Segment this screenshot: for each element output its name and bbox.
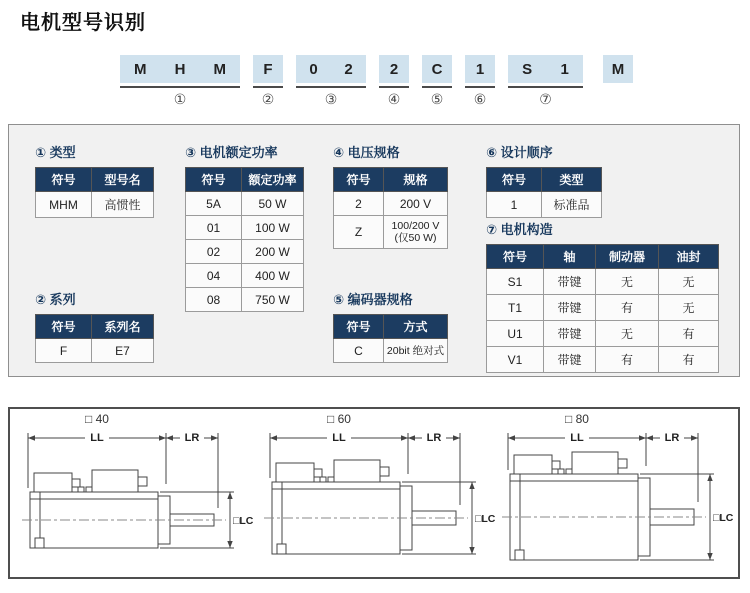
group-number: ④ <box>387 91 401 107</box>
section-title: ④ 电压规格 <box>333 145 400 160</box>
table-row <box>186 192 304 216</box>
table-row <box>334 216 448 249</box>
model-code-row <box>120 55 633 109</box>
col-header: 额定功率 <box>242 168 304 192</box>
section-1-type <box>35 142 154 218</box>
section-5-encoder <box>333 289 448 363</box>
table-row <box>334 192 448 216</box>
table-cell: 50 W <box>242 192 304 216</box>
dimension-label-ll: LL <box>332 432 346 444</box>
table-cell: MHM <box>36 192 92 218</box>
table-cell: 5A <box>186 192 242 216</box>
design-order-table <box>486 167 602 218</box>
group-number: ① <box>173 91 187 107</box>
code-char: 1 <box>560 60 569 78</box>
code-char: M <box>134 60 147 78</box>
code-char: 2 <box>389 60 399 78</box>
col-header: 符号 <box>334 315 384 339</box>
section-3-rated-power <box>185 142 304 312</box>
table-cell: 无 <box>596 321 659 347</box>
section-title: ⑦ 电机构造 <box>486 222 553 237</box>
table-cell: 1 <box>487 192 542 218</box>
section-title: ① 类型 <box>35 145 76 160</box>
table-cell: 带键 <box>544 295 596 321</box>
col-header: 规格 <box>384 168 448 192</box>
code-underline <box>120 86 240 88</box>
col-header: 符号 <box>487 245 544 269</box>
frame-size-label: □ 80 <box>565 412 589 426</box>
section-title: ② 系列 <box>35 292 76 307</box>
table-cell: 有 <box>596 295 659 321</box>
code-underline <box>422 86 452 88</box>
table-row <box>334 339 448 363</box>
code-underline <box>465 86 495 88</box>
motor-60-drawing <box>262 428 498 576</box>
code-cells <box>422 55 452 83</box>
code-char: M <box>611 60 625 78</box>
table-cell: 带键 <box>544 321 596 347</box>
section-title: ③ 电机额定功率 <box>185 145 278 160</box>
col-header: 方式 <box>384 315 448 339</box>
dimension-label-lc: □LC <box>233 515 254 527</box>
table-cell: 20bit 绝对式 <box>384 339 448 363</box>
section-title: ⑤ 编码器规格 <box>333 292 413 307</box>
col-header: 符号 <box>36 168 92 192</box>
code-underline <box>253 86 283 88</box>
table-cell: S1 <box>487 269 544 295</box>
table-header-row <box>186 168 304 192</box>
code-char: 0 <box>309 60 318 78</box>
code-group-2 <box>253 55 283 109</box>
code-cells <box>120 55 240 83</box>
code-char: S <box>522 60 533 78</box>
col-header: 型号名 <box>92 168 154 192</box>
type-table <box>35 167 154 218</box>
dimension-label-lr: LR <box>426 432 442 444</box>
code-cells <box>508 55 583 83</box>
group-number: ③ <box>324 91 338 107</box>
code-group-7 <box>508 55 583 109</box>
table-cell: 2 <box>334 192 384 216</box>
section-title: ⑥ 设计顺序 <box>486 145 553 160</box>
table-row <box>186 288 304 312</box>
table-row <box>36 192 154 218</box>
table-row <box>487 321 719 347</box>
table-cell <box>384 216 448 249</box>
section-4-voltage <box>333 142 448 249</box>
table-cell: 有 <box>659 321 719 347</box>
col-header: 制动器 <box>596 245 659 269</box>
table-cell: 01 <box>186 216 242 240</box>
table-cell: 有 <box>596 347 659 373</box>
page-title: 电机型号识别 <box>20 12 146 34</box>
frame-size-label: □ 60 <box>327 412 351 426</box>
voltage-table <box>333 167 448 249</box>
code-cells <box>253 55 283 83</box>
series-table <box>35 314 154 363</box>
table-cell: 04 <box>186 264 242 288</box>
code-group-6 <box>465 55 495 109</box>
dimension-label-ll: LL <box>90 432 104 444</box>
table-cell: 100 W <box>242 216 304 240</box>
group-number <box>603 91 633 109</box>
table-row <box>487 192 602 218</box>
rated-power-table <box>185 167 304 312</box>
table-cell: T1 <box>487 295 544 321</box>
dimension-label-lr: LR <box>184 432 200 444</box>
code-cells <box>379 55 409 83</box>
cell-line-2: (仅50 W) <box>394 232 437 244</box>
section-6-design-order <box>486 142 602 218</box>
group-number: ⑤ <box>430 91 444 107</box>
table-header-row <box>334 168 448 192</box>
table-cell: 无 <box>596 269 659 295</box>
table-row <box>36 339 154 363</box>
table-cell: 标准品 <box>542 192 602 218</box>
col-header: 符号 <box>487 168 542 192</box>
table-cell: V1 <box>487 347 544 373</box>
table-cell: 无 <box>659 269 719 295</box>
col-header: 符号 <box>186 168 242 192</box>
code-group-4 <box>379 55 409 109</box>
dimension-label-lc: □LC <box>475 513 496 525</box>
table-cell: 750 W <box>242 288 304 312</box>
code-cells <box>465 55 495 83</box>
code-group-1 <box>120 55 240 109</box>
table-header-row <box>487 245 719 269</box>
table-cell: U1 <box>487 321 544 347</box>
code-underline <box>379 86 409 88</box>
table-cell: F <box>36 339 92 363</box>
table-cell: C <box>334 339 384 363</box>
code-char: 2 <box>344 60 353 78</box>
table-row <box>186 216 304 240</box>
table-cell: 08 <box>186 288 242 312</box>
table-cell: Z <box>334 216 384 249</box>
table-row <box>487 347 719 373</box>
table-cell: 无 <box>659 295 719 321</box>
motor-structure-table <box>486 244 719 373</box>
code-group-8 <box>603 55 633 109</box>
code-cells <box>603 55 633 83</box>
motor-figure-80 <box>500 412 736 581</box>
col-header: 类型 <box>542 168 602 192</box>
col-header: 符号 <box>36 315 92 339</box>
dimension-label-ll: LL <box>570 432 584 444</box>
table-cell: 带键 <box>544 269 596 295</box>
code-group-5 <box>422 55 452 109</box>
cell-line-1: 100/200 V <box>391 220 440 232</box>
table-header-row <box>487 168 602 192</box>
table-row <box>487 269 719 295</box>
drawings-panel <box>8 407 740 579</box>
table-cell: 200 V <box>384 192 448 216</box>
section-7-motor-structure <box>486 219 719 373</box>
code-underline <box>296 86 366 88</box>
table-cell: 400 W <box>242 264 304 288</box>
table-header-row <box>36 315 154 339</box>
group-number: ② <box>261 91 275 107</box>
motor-figure-40 <box>20 412 256 581</box>
motor-80-drawing <box>500 428 736 576</box>
code-group-3 <box>296 55 366 109</box>
col-header: 符号 <box>334 168 384 192</box>
spec-panel <box>8 124 740 377</box>
table-header-row <box>36 168 154 192</box>
code-char: M <box>213 60 226 78</box>
table-cell: 带键 <box>544 347 596 373</box>
code-char: 1 <box>475 60 485 78</box>
table-cell: 有 <box>659 347 719 373</box>
code-char: F <box>263 60 273 78</box>
table-cell: 02 <box>186 240 242 264</box>
table-row <box>487 295 719 321</box>
group-number: ⑥ <box>473 91 487 107</box>
code-cells <box>296 55 366 83</box>
motor-40-drawing <box>20 428 256 576</box>
encoder-table <box>333 314 448 363</box>
frame-size-label: □ 40 <box>85 412 109 426</box>
group-number: ⑦ <box>539 91 552 107</box>
table-header-row <box>334 315 448 339</box>
code-char: C <box>431 60 443 78</box>
code-char: H <box>174 60 186 78</box>
table-row <box>186 264 304 288</box>
dimension-label-lc: □LC <box>713 512 734 524</box>
col-header: 系列名 <box>92 315 154 339</box>
col-header: 轴 <box>544 245 596 269</box>
table-cell: E7 <box>92 339 154 363</box>
table-row <box>186 240 304 264</box>
table-cell: 高惯性 <box>92 192 154 218</box>
section-2-series <box>35 289 154 363</box>
code-underline <box>508 86 583 88</box>
col-header: 油封 <box>659 245 719 269</box>
dimension-label-lr: LR <box>664 432 680 444</box>
motor-figure-60 <box>262 412 498 581</box>
table-cell: 200 W <box>242 240 304 264</box>
